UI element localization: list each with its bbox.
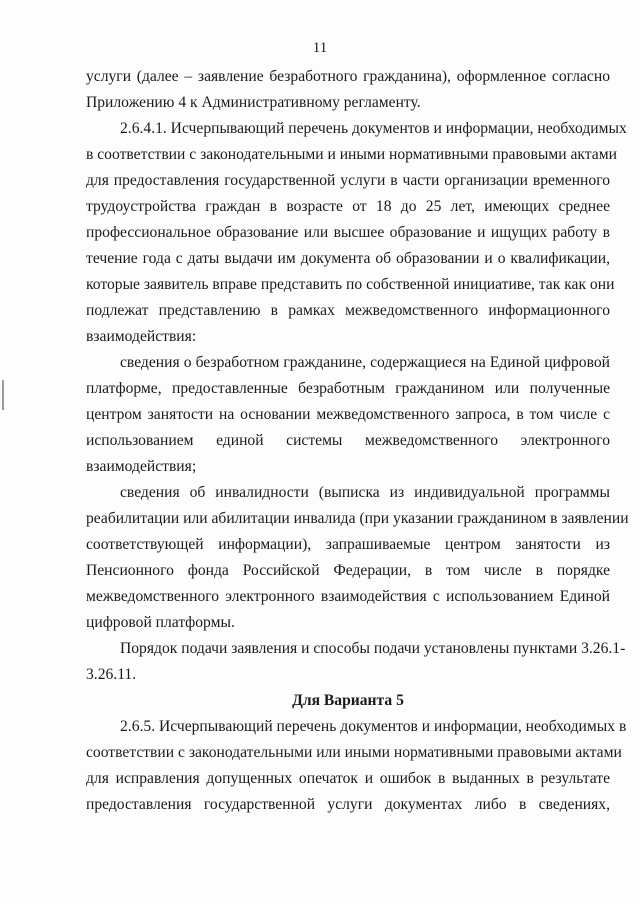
text-line: 3.26.11. <box>86 666 137 683</box>
text-line: Приложению 4 к Административному регламенту. <box>86 94 421 111</box>
section-heading: Для Варианта 5 <box>292 692 404 709</box>
text-line: использованием единой системы межведомственного электронного <box>86 432 610 449</box>
text-line: платформе, предоставленные безработным гражданином или полученные <box>86 380 610 397</box>
text-line: течение года с даты выдачи им документа об образовании и о квалификации, <box>86 250 610 267</box>
text-line: 2.6.4.1. Исчерпывающий перечень документов и информации, необходимых <box>120 120 627 137</box>
text-line: предоставления государственной услуги документах либо в сведениях, <box>86 796 610 813</box>
text-line: сведения об инвалидности (выписка из индивидуальной программы <box>120 484 610 501</box>
text-line: взаимодействия: <box>86 328 197 345</box>
text-line: центром занятости на основании межведомственного запроса, в том числе с <box>86 406 610 423</box>
text-line: Порядок подачи заявления и способы подачи установлены пунктами 3.26.1- <box>120 640 626 657</box>
text-line: сведения о безработном гражданине, содержащиеся на Единой цифровой <box>120 354 610 371</box>
text-line: взаимодействия; <box>86 458 197 475</box>
text-line: подлежат представлению в рамках межведомственного информационного <box>86 302 610 319</box>
text-line: соответствующей информации), запрашиваемые центром занятости из <box>86 536 610 553</box>
text-line: для предоставления государственной услуги в части организации временного <box>86 172 610 189</box>
text-line: соответствии с законодательными или иными нормативными правовыми актами <box>86 744 622 761</box>
text-line: трудоустройства граждан в возрасте от 18 до 25 лет, имеющих среднее <box>86 198 610 215</box>
text-line: Пенсионного фонда Российской Федерации, в том числе в порядке <box>86 562 610 579</box>
text-line: 2.6.5. Исчерпывающий перечень документов и информации, необходимых в <box>120 718 627 735</box>
text-line: для исправления допущенных опечаток и ошибок в выданных в результате <box>86 770 610 787</box>
text-line: цифровой платформы. <box>86 614 235 631</box>
text-line: профессиональное образование или высшее образование и ищущих работу в <box>86 224 610 241</box>
document-body <box>86 64 629 818</box>
scan-edge-mark <box>2 380 4 410</box>
text-line: услуги (далее – заявление безработного гражданина), оформленное согласно <box>86 68 610 85</box>
text-line: межведомственного электронного взаимодействия с использованием Единой <box>86 588 610 605</box>
text-line: в соответствии с законодательными и иными нормативными правовыми актами <box>86 146 617 163</box>
page-number: 11 <box>312 40 328 56</box>
text-line: которые заявитель вправе представить по собственной инициативе, так как они <box>86 276 615 293</box>
text-line: реабилитации или абилитации инвалида (при указании гражданином в заявлении <box>86 510 629 527</box>
